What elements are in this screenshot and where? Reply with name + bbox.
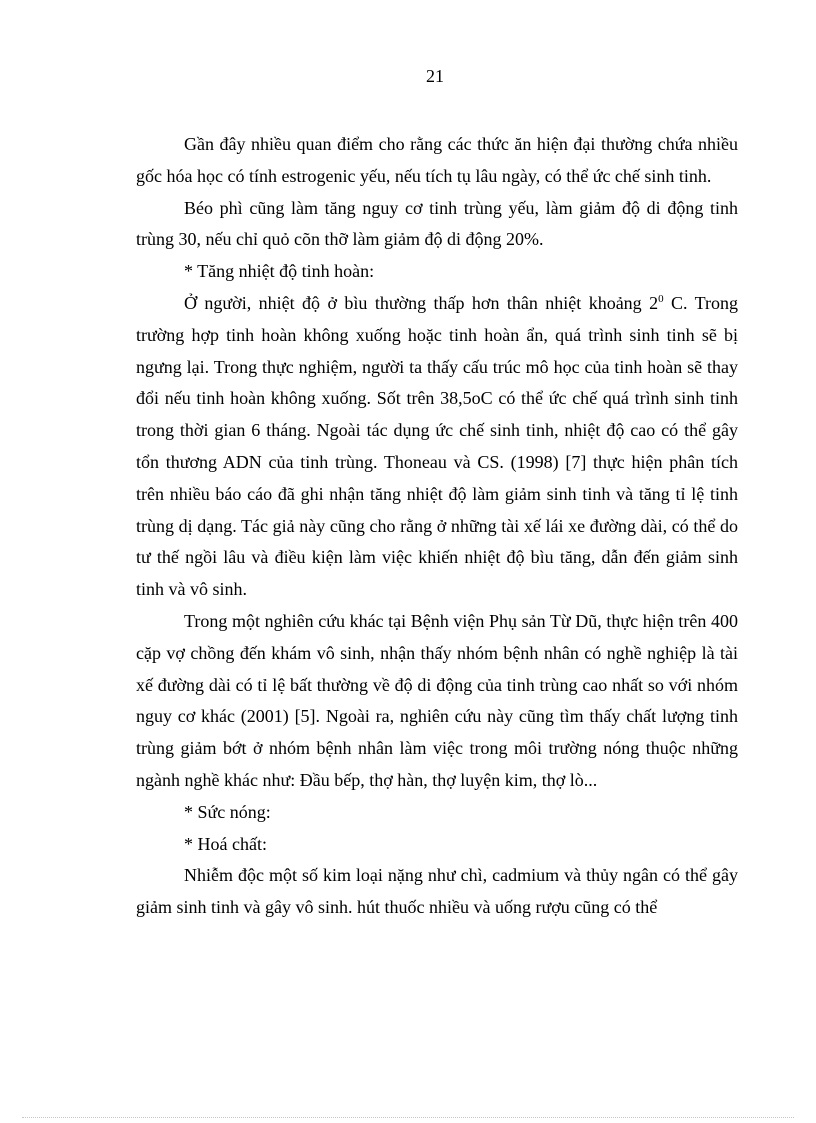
paragraph-heavy-metals: Nhiễm độc một số kim loại nặng như chì, cadmium và thủy ngân có thể gây giảm sinh tinh và gây vô sinh. hút thuốc nhiều và uống rượu cũng có thể [136, 865, 738, 918]
page-number: 21 [426, 66, 444, 86]
paragraph-modern-food: Gần đây nhiều quan điểm cho rằng các thức ăn hiện đại thường chứa nhiều gốc hóa học có tính estrogenic yếu, nếu tích tụ lâu ngày, có thể ức chế sinh tinh. [136, 134, 738, 186]
scrotal-temperature-text: Ở người, nhiệt độ ở bìu thường thấp hơn thân nhiệt khoảng 2 [184, 292, 659, 313]
paragraph-obesity: Béo phì cũng làm tăng nguy cơ tinh trùng yếu, làm giảm độ di động tinh trùng 30, nếu chỉ quỏ cõn thỡ làm giảm độ di động 20%. [136, 197, 738, 250]
heading-chemicals: * Hoá chất: [184, 833, 267, 854]
degree-superscript: 0 [658, 292, 664, 305]
heading-heat: * Sức nóng: [184, 801, 271, 822]
heading-testicular-temperature: * Tăng nhiệt độ tinh hoàn: [184, 261, 375, 282]
page-bottom-divider [22, 1117, 794, 1118]
document-body [136, 129, 738, 924]
scrotal-temperature-continuation: C. Trong trường hợp tinh hoàn không xuống hoặc tinh hoàn ẩn, quá trình sinh tinh sẽ bị ngưng lại. Trong thực nghiệm, người ta thấy cấu trúc mô học của tinh hoàn sẽ thay đổi nếu tinh hoàn không xuống. Sốt trên 38,5oC có thể ức chế quá trình sinh tinh trong thời gian 6 tháng. Ngoài tác dụng ức chế sinh tinh, nhiệt độ cao có thể gây tổn thương ADN của tinh trùng. Thoneau và CS. (1998) [7] thực hiện phân tích trên nhiều báo cáo đã ghi nhận tăng nhiệt độ làm giảm sinh tinh và tăng tỉ lệ tinh trùng dị dạng. Tác giả này cũng cho rằng ở những tài xế lái xe đường dài, có thể do tư thế ngồi lâu và điều kiện làm việc khiến nhiệt độ bìu tăng, dẫn đến giảm sinh tinh và vô sinh. [136, 292, 738, 600]
paragraph-tu-du-study: Trong một nghiên cứu khác tại Bệnh viện Phụ sản Từ Dũ, thực hiện trên 400 cặp vợ chồng đến khám vô sinh, nhận thấy nhóm bệnh nhân có nghề nghiệp là tài xế đường dài có tỉ lệ bất thường về độ di động của tinh trùng cao nhất so với nhóm nguy cơ khác (2001) [5]. Ngoài ra, nghiên cứu này cũng tìm thấy chất lượng tinh trùng giảm bớt ở nhóm bệnh nhân làm việc trong môi trường nóng thuộc những ngành nghề khác như: Đầu bếp, thợ hàn, thợ luyện kim, thợ lò... [136, 610, 738, 790]
paragraph-scrotal-temperature [136, 288, 738, 606]
